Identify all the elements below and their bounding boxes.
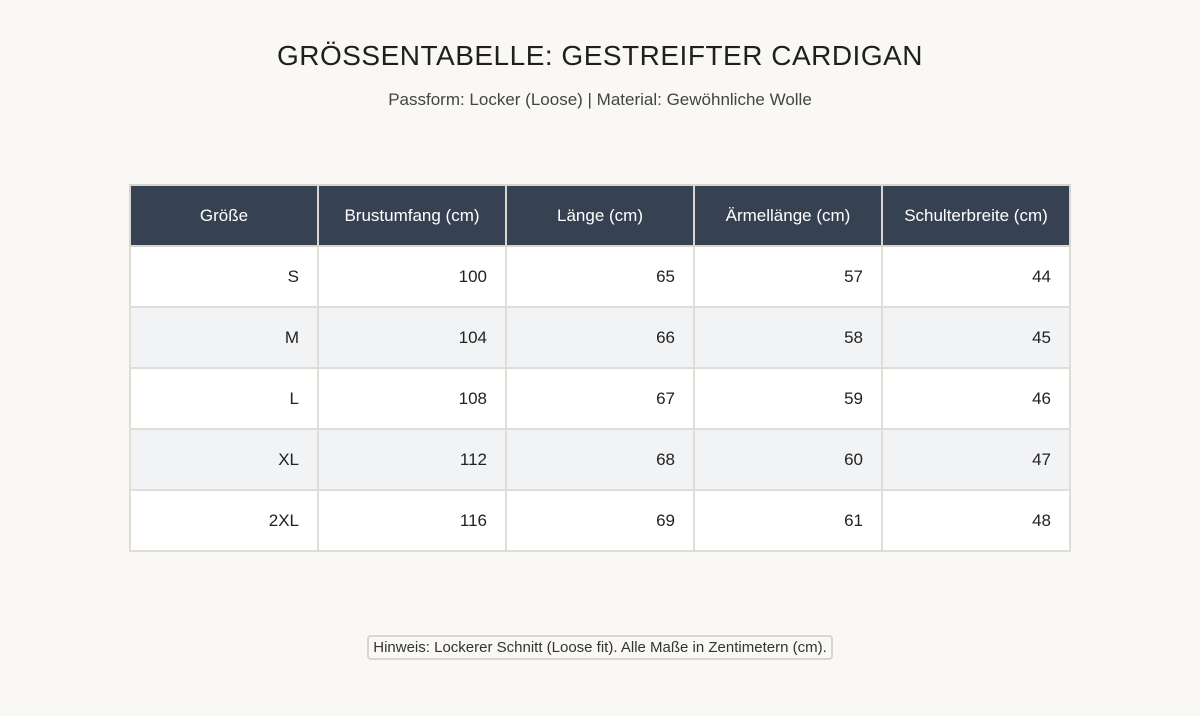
page-subtitle: Passform: Locker (Loose) | Material: Gewöhnliche Wolle bbox=[388, 90, 812, 109]
table-row bbox=[130, 246, 1070, 307]
cell-shoulder: 46 bbox=[882, 368, 1070, 429]
cell-size: L bbox=[130, 368, 318, 429]
cell-length: 67 bbox=[506, 368, 694, 429]
page-title: GRÖSSENTABELLE: GESTREIFTER CARDIGAN bbox=[276, 40, 924, 71]
table-row bbox=[130, 429, 1070, 490]
cell-length: 66 bbox=[506, 307, 694, 368]
column-header-sleeve: Ärmellänge (cm) bbox=[694, 185, 882, 246]
table-row bbox=[130, 490, 1070, 551]
column-header-shoulder: Schulterbreite (cm) bbox=[882, 185, 1070, 246]
cell-size: S bbox=[130, 246, 318, 307]
cell-length: 68 bbox=[506, 429, 694, 490]
cell-size: M bbox=[130, 307, 318, 368]
cell-chest: 116 bbox=[318, 490, 506, 551]
table-body bbox=[130, 246, 1070, 551]
size-table bbox=[129, 184, 1071, 552]
footer-note-container bbox=[0, 635, 1200, 660]
cell-sleeve: 60 bbox=[694, 429, 882, 490]
table-row bbox=[130, 307, 1070, 368]
cell-chest: 108 bbox=[318, 368, 506, 429]
cell-chest: 104 bbox=[318, 307, 506, 368]
cell-sleeve: 58 bbox=[694, 307, 882, 368]
cell-shoulder: 48 bbox=[882, 490, 1070, 551]
cell-shoulder: 44 bbox=[882, 246, 1070, 307]
cell-sleeve: 61 bbox=[694, 490, 882, 551]
cell-size: XL bbox=[130, 429, 318, 490]
cell-chest: 112 bbox=[318, 429, 506, 490]
table-header bbox=[130, 185, 1070, 246]
cell-shoulder: 45 bbox=[882, 307, 1070, 368]
table-header-row bbox=[130, 185, 1070, 246]
cell-size: 2XL bbox=[130, 490, 318, 551]
cell-length: 69 bbox=[506, 490, 694, 551]
column-header-chest: Brustumfang (cm) bbox=[318, 185, 506, 246]
footer-note: Hinweis: Lockerer Schnitt (Loose fit). Alle Maße in Zentimetern (cm). bbox=[367, 635, 833, 660]
cell-sleeve: 57 bbox=[694, 246, 882, 307]
cell-sleeve: 59 bbox=[694, 368, 882, 429]
cell-shoulder: 47 bbox=[882, 429, 1070, 490]
column-header-length: Länge (cm) bbox=[506, 185, 694, 246]
cell-chest: 100 bbox=[318, 246, 506, 307]
cell-length: 65 bbox=[506, 246, 694, 307]
table-row bbox=[130, 368, 1070, 429]
column-header-size: Größe bbox=[130, 185, 318, 246]
